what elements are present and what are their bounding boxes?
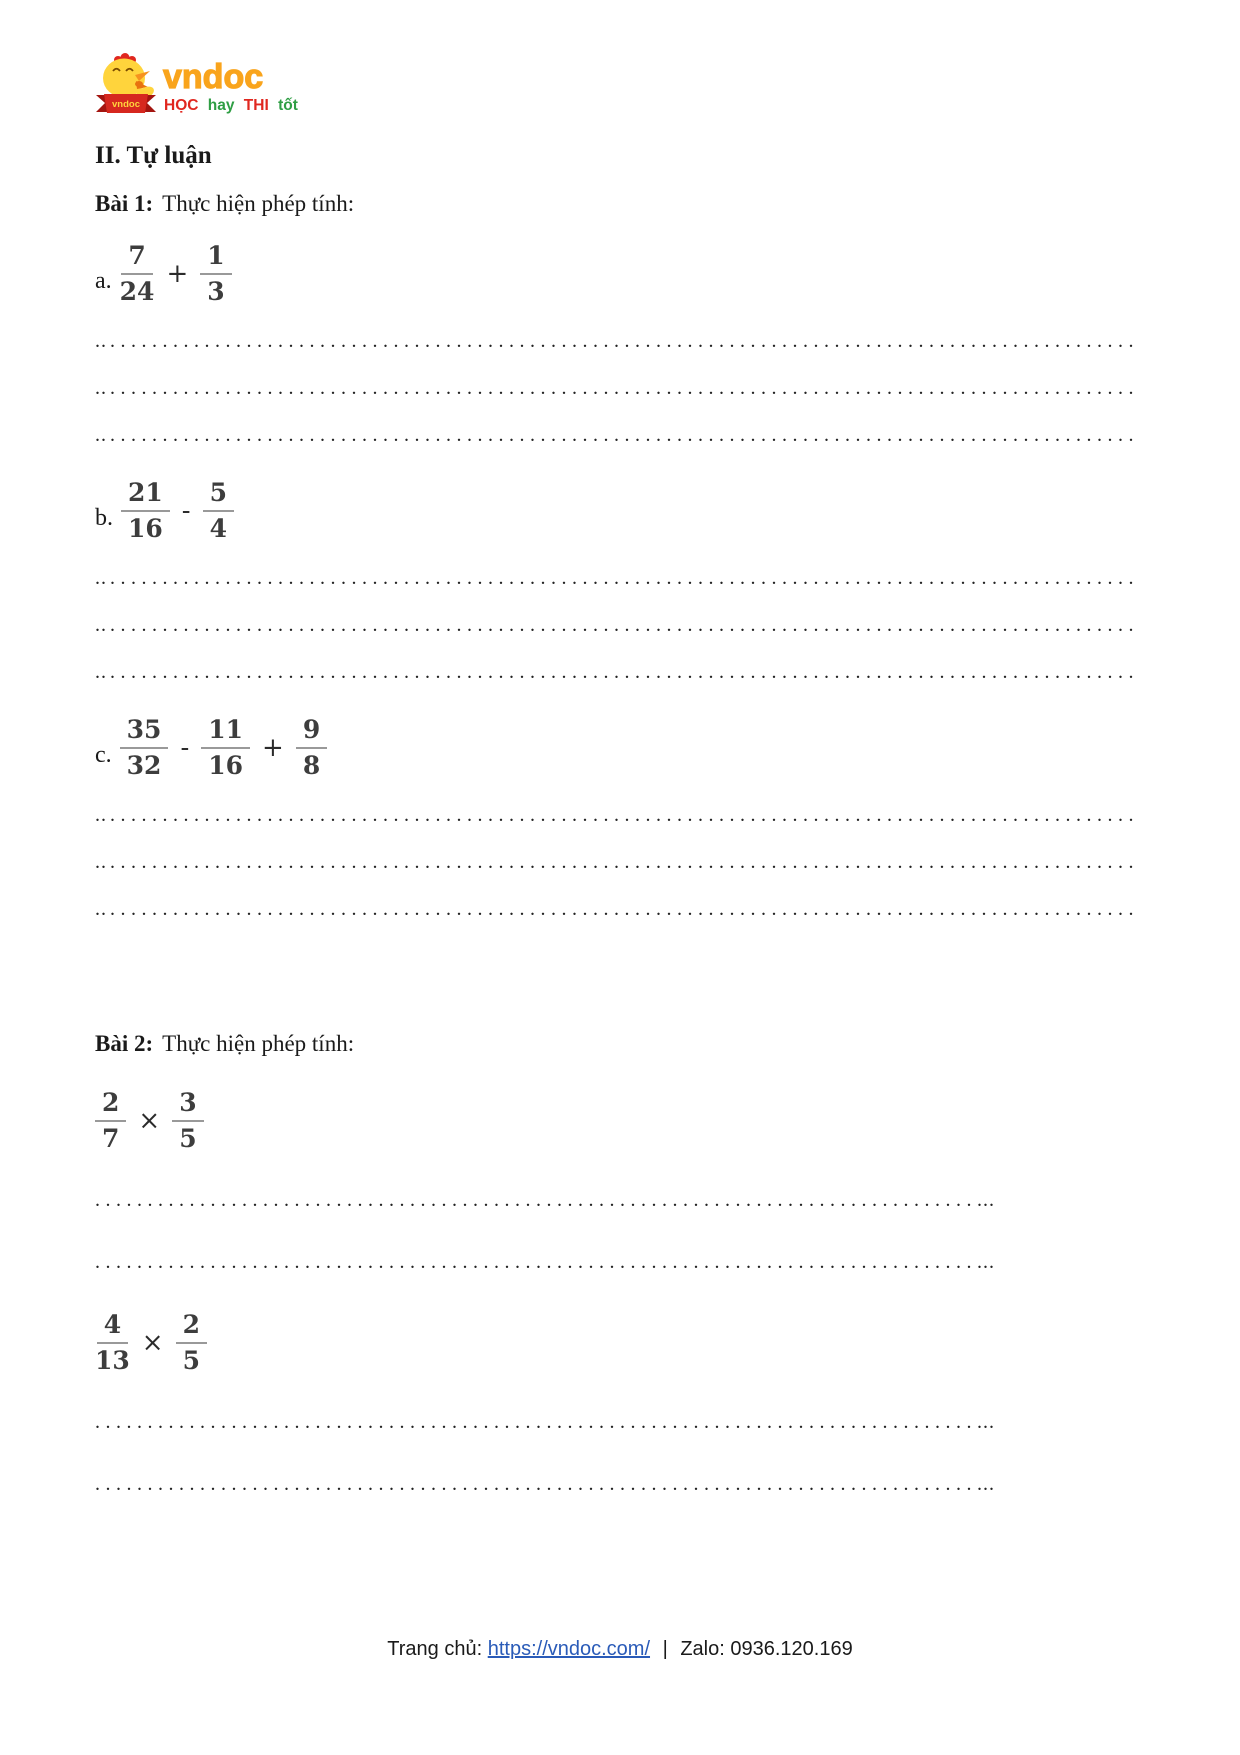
logo-tagline — [164, 97, 298, 114]
operator: - — [181, 496, 191, 527]
dots: .................................................................................... — [95, 1473, 977, 1496]
fraction — [121, 479, 170, 543]
answer-line — [95, 886, 1150, 933]
problem-a — [95, 236, 1150, 312]
dots: .................................................................................................. — [110, 614, 1139, 637]
fraction-numerator: 35 — [120, 716, 169, 749]
answer-area — [95, 792, 1150, 933]
dots: .................................................................................................. — [110, 424, 1139, 447]
problem-bai2-2 — [95, 1305, 1150, 1381]
dots: .................................................................................... — [95, 1411, 977, 1434]
dots: .................................................................................................. — [110, 567, 1139, 590]
fraction-denominator: 32 — [126, 751, 162, 781]
dots: .. — [95, 661, 107, 684]
dots: .................................................................................................. — [110, 330, 1139, 353]
fraction-numerator: 11 — [201, 716, 250, 749]
footer-separator: | — [662, 1638, 668, 1660]
fraction-denominator: 16 — [128, 514, 163, 544]
dots: ... — [977, 1251, 995, 1274]
operator: + — [262, 733, 284, 764]
answer-line — [95, 649, 1150, 696]
answer-line — [95, 1391, 1150, 1453]
operator: × — [138, 1106, 161, 1137]
bai1-label: Bài 1: — [95, 190, 154, 216]
dots: .. — [95, 804, 107, 827]
fraction-numerator: 9 — [296, 716, 327, 749]
logo-ribbon — [96, 94, 156, 113]
logo-tagline-word: tốt — [278, 97, 298, 114]
fraction-numerator: 21 — [121, 479, 170, 512]
answer-line — [95, 839, 1150, 886]
bai1-instruction: Thực hiện phép tính: — [162, 190, 355, 216]
fraction — [172, 1089, 203, 1153]
fraction — [120, 716, 169, 780]
answer-line — [95, 412, 1150, 459]
dots: .................................................................................................. — [110, 851, 1139, 874]
dots: .................................................................................................. — [110, 377, 1139, 400]
vndoc-logo — [95, 52, 298, 118]
problem-a-label: a. — [95, 267, 112, 294]
fraction-denominator: 7 — [102, 1124, 120, 1154]
page-footer — [0, 1638, 1240, 1661]
dots: .................................................................................... — [95, 1189, 977, 1212]
logo-tagline-word: THI — [243, 97, 269, 114]
answer-area — [95, 1391, 1150, 1515]
answer-line — [95, 318, 1150, 365]
dots: ... — [977, 1473, 995, 1496]
problem-c — [95, 710, 1150, 786]
answer-area — [95, 1169, 1150, 1293]
bai2-title — [95, 1029, 1150, 1059]
answer-line — [95, 555, 1150, 602]
logo-wordmark: vndoc — [163, 58, 264, 96]
problem-c-label: c. — [95, 741, 112, 768]
fraction-denominator: 13 — [95, 1346, 130, 1376]
fraction — [201, 716, 250, 780]
fraction-numerator: 2 — [95, 1089, 126, 1122]
answer-area — [95, 318, 1150, 459]
dots: .. — [95, 567, 107, 590]
dots: ... — [977, 1189, 995, 1212]
dots: .................................................................................................. — [110, 804, 1139, 827]
fraction — [200, 242, 231, 306]
answer-line — [95, 792, 1150, 839]
fraction — [95, 1089, 126, 1153]
fraction-denominator: 5 — [182, 1346, 200, 1376]
logo-tagline-word: HỌC — [164, 97, 199, 114]
dots: .................................................................................... — [95, 1251, 977, 1274]
fraction — [296, 716, 327, 780]
fraction-numerator: 3 — [172, 1089, 203, 1122]
fraction-numerator: 7 — [121, 242, 152, 275]
logo-tagline-word: hay — [207, 97, 235, 114]
answer-line — [95, 1453, 1150, 1515]
fraction-denominator: 24 — [119, 277, 155, 307]
homepage-link[interactable]: https://vndoc.com/ — [487, 1638, 651, 1660]
fraction-denominator: 8 — [302, 751, 321, 781]
dots: .. — [95, 614, 107, 637]
answer-line — [95, 1231, 1150, 1293]
dots: .................................................................................................. — [110, 661, 1139, 684]
logo-ribbon-text: vndoc — [112, 99, 140, 110]
answer-line — [95, 602, 1150, 649]
dots: .. — [95, 377, 107, 400]
fraction-denominator: 4 — [209, 514, 227, 544]
fraction-denominator: 5 — [179, 1124, 197, 1154]
dots: .. — [95, 330, 107, 353]
problem-bai2-1 — [95, 1083, 1150, 1159]
fraction-denominator: 3 — [207, 277, 225, 307]
fraction-numerator: 4 — [97, 1311, 128, 1344]
fraction — [203, 479, 234, 543]
answer-line — [95, 1169, 1150, 1231]
answer-area — [95, 555, 1150, 696]
section-heading: II. Tự luận — [95, 142, 212, 169]
fraction — [120, 242, 155, 306]
footer-home-label: Trang chủ: — [387, 1638, 483, 1660]
operator: - — [180, 733, 190, 764]
dots: .. — [95, 898, 107, 921]
fraction-numerator: 5 — [203, 479, 234, 512]
fraction-numerator: 1 — [200, 242, 231, 275]
dots: ... — [977, 1411, 995, 1434]
dots: .. — [95, 851, 107, 874]
footer-zalo-label: Zalo: 0936.120.169 — [680, 1638, 853, 1660]
bai2-instruction: Thực hiện phép tính: — [162, 1031, 355, 1057]
dots: .. — [95, 424, 107, 447]
problem-b — [95, 473, 1150, 549]
fraction-denominator: 16 — [208, 751, 244, 781]
operator: + — [166, 259, 189, 290]
fraction — [176, 1311, 207, 1375]
answer-line — [95, 365, 1150, 412]
fraction — [95, 1311, 130, 1375]
dots: .................................................................................................. — [110, 898, 1139, 921]
fraction-numerator: 2 — [176, 1311, 207, 1344]
operator: × — [141, 1328, 164, 1359]
problem-b-label: b. — [95, 504, 113, 531]
bai2-label: Bài 2: — [95, 1031, 154, 1057]
bai1-title — [95, 189, 1150, 219]
